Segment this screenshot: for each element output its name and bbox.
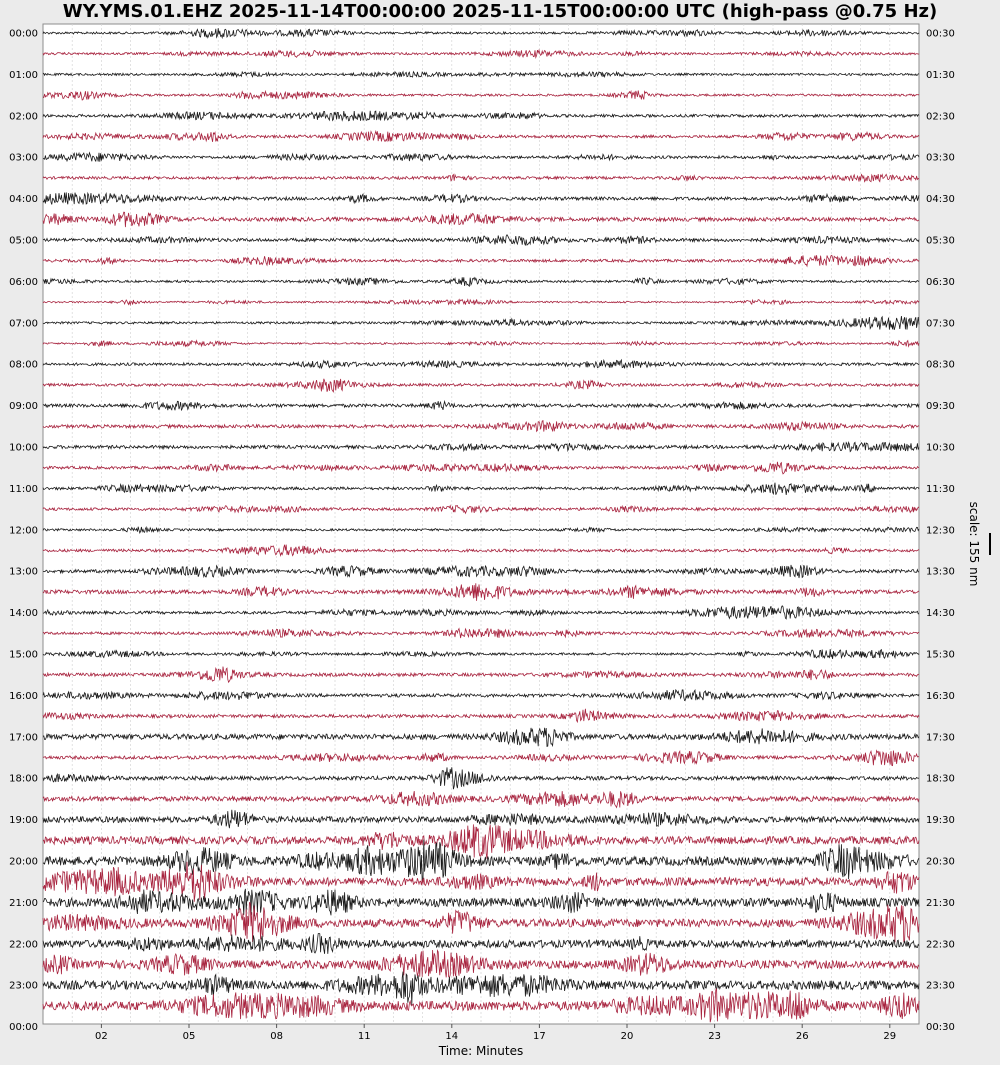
x-tick-label: 23	[708, 1031, 721, 1042]
left-row-label: 05:00	[9, 235, 38, 247]
left-row-label: 02:00	[9, 111, 38, 123]
left-row-label: 06:00	[9, 276, 38, 288]
right-row-label: 11:30	[926, 483, 955, 495]
x-tick-label: 20	[620, 1031, 634, 1042]
right-row-label: 21:30	[926, 897, 955, 909]
x-tick-label: 05	[182, 1031, 196, 1042]
right-row-label: 00:30	[926, 28, 955, 40]
right-row-label: 20:30	[926, 856, 955, 868]
right-row-label: 10:30	[926, 442, 955, 454]
left-row-label: 01:00	[9, 69, 38, 81]
right-row-label: 13:30	[926, 566, 955, 578]
left-row-label: 00:00	[9, 28, 38, 40]
left-row-label: 15:00	[9, 649, 38, 661]
left-row-label: 03:00	[9, 152, 38, 164]
right-row-label: 16:30	[926, 690, 955, 702]
x-axis-label: Time: Minutes	[438, 1044, 524, 1058]
x-axis-ticks	[95, 1024, 896, 1042]
right-row-label: 01:30	[926, 69, 955, 81]
left-row-label: 17:00	[9, 732, 38, 744]
left-row-label: 12:00	[9, 525, 38, 537]
right-row-label: 06:30	[926, 276, 955, 288]
left-row-label: 10:00	[9, 442, 38, 454]
x-tick-label: 17	[533, 1031, 546, 1042]
left-row-label: 18:00	[9, 773, 38, 785]
left-row-label: 04:00	[9, 194, 38, 206]
left-row-labels	[9, 29, 38, 1034]
right-row-labels	[926, 29, 955, 1034]
right-row-label: 18:30	[926, 773, 955, 785]
left-row-label: 07:00	[9, 318, 38, 330]
right-row-label: 05:30	[926, 235, 955, 247]
left-row-label: 14:00	[9, 608, 38, 620]
left-row-label: 21:00	[9, 897, 38, 909]
left-row-label: 22:00	[9, 939, 38, 951]
right-row-label: 04:30	[926, 194, 955, 206]
left-row-label: 00:00	[9, 1022, 38, 1034]
left-row-label: 19:00	[9, 815, 38, 827]
right-row-label: 12:30	[926, 525, 955, 537]
left-row-label: 16:00	[9, 690, 38, 702]
right-row-label: 08:30	[926, 359, 955, 371]
right-row-label: 22:30	[926, 939, 955, 951]
x-tick-label: 29	[883, 1031, 897, 1042]
x-tick-label: 08	[270, 1031, 283, 1042]
right-row-label: 23:30	[926, 980, 955, 992]
left-row-label: 09:00	[9, 401, 38, 413]
left-row-label: 13:00	[9, 566, 38, 578]
right-row-label: 07:30	[926, 318, 955, 330]
right-row-label: 00:30	[926, 1022, 955, 1034]
left-row-label: 11:00	[9, 483, 38, 495]
right-row-label: 15:30	[926, 649, 955, 661]
right-row-label: 09:30	[926, 401, 955, 413]
left-row-label: 23:00	[9, 980, 38, 992]
left-row-label: 08:00	[9, 359, 38, 371]
right-row-label: 14:30	[926, 608, 955, 620]
x-tick-label: 02	[95, 1031, 108, 1042]
right-row-label: 17:30	[926, 732, 955, 744]
scale-label: scale: 155 nm	[967, 501, 981, 587]
right-row-label: 03:30	[926, 152, 955, 164]
right-row-label: 02:30	[926, 111, 955, 123]
x-tick-label: 11	[357, 1031, 371, 1042]
x-tick-label: 26	[795, 1031, 809, 1042]
x-tick-label: 14	[445, 1031, 459, 1042]
left-row-label: 20:00	[9, 856, 38, 868]
chart-title: WY.YMS.01.EHZ 2025-11-14T00:00:00 2025-11-15T00:00:00 UTC (high-pass @0.75 Hz)	[62, 1, 938, 22]
right-row-label: 19:30	[926, 815, 955, 827]
